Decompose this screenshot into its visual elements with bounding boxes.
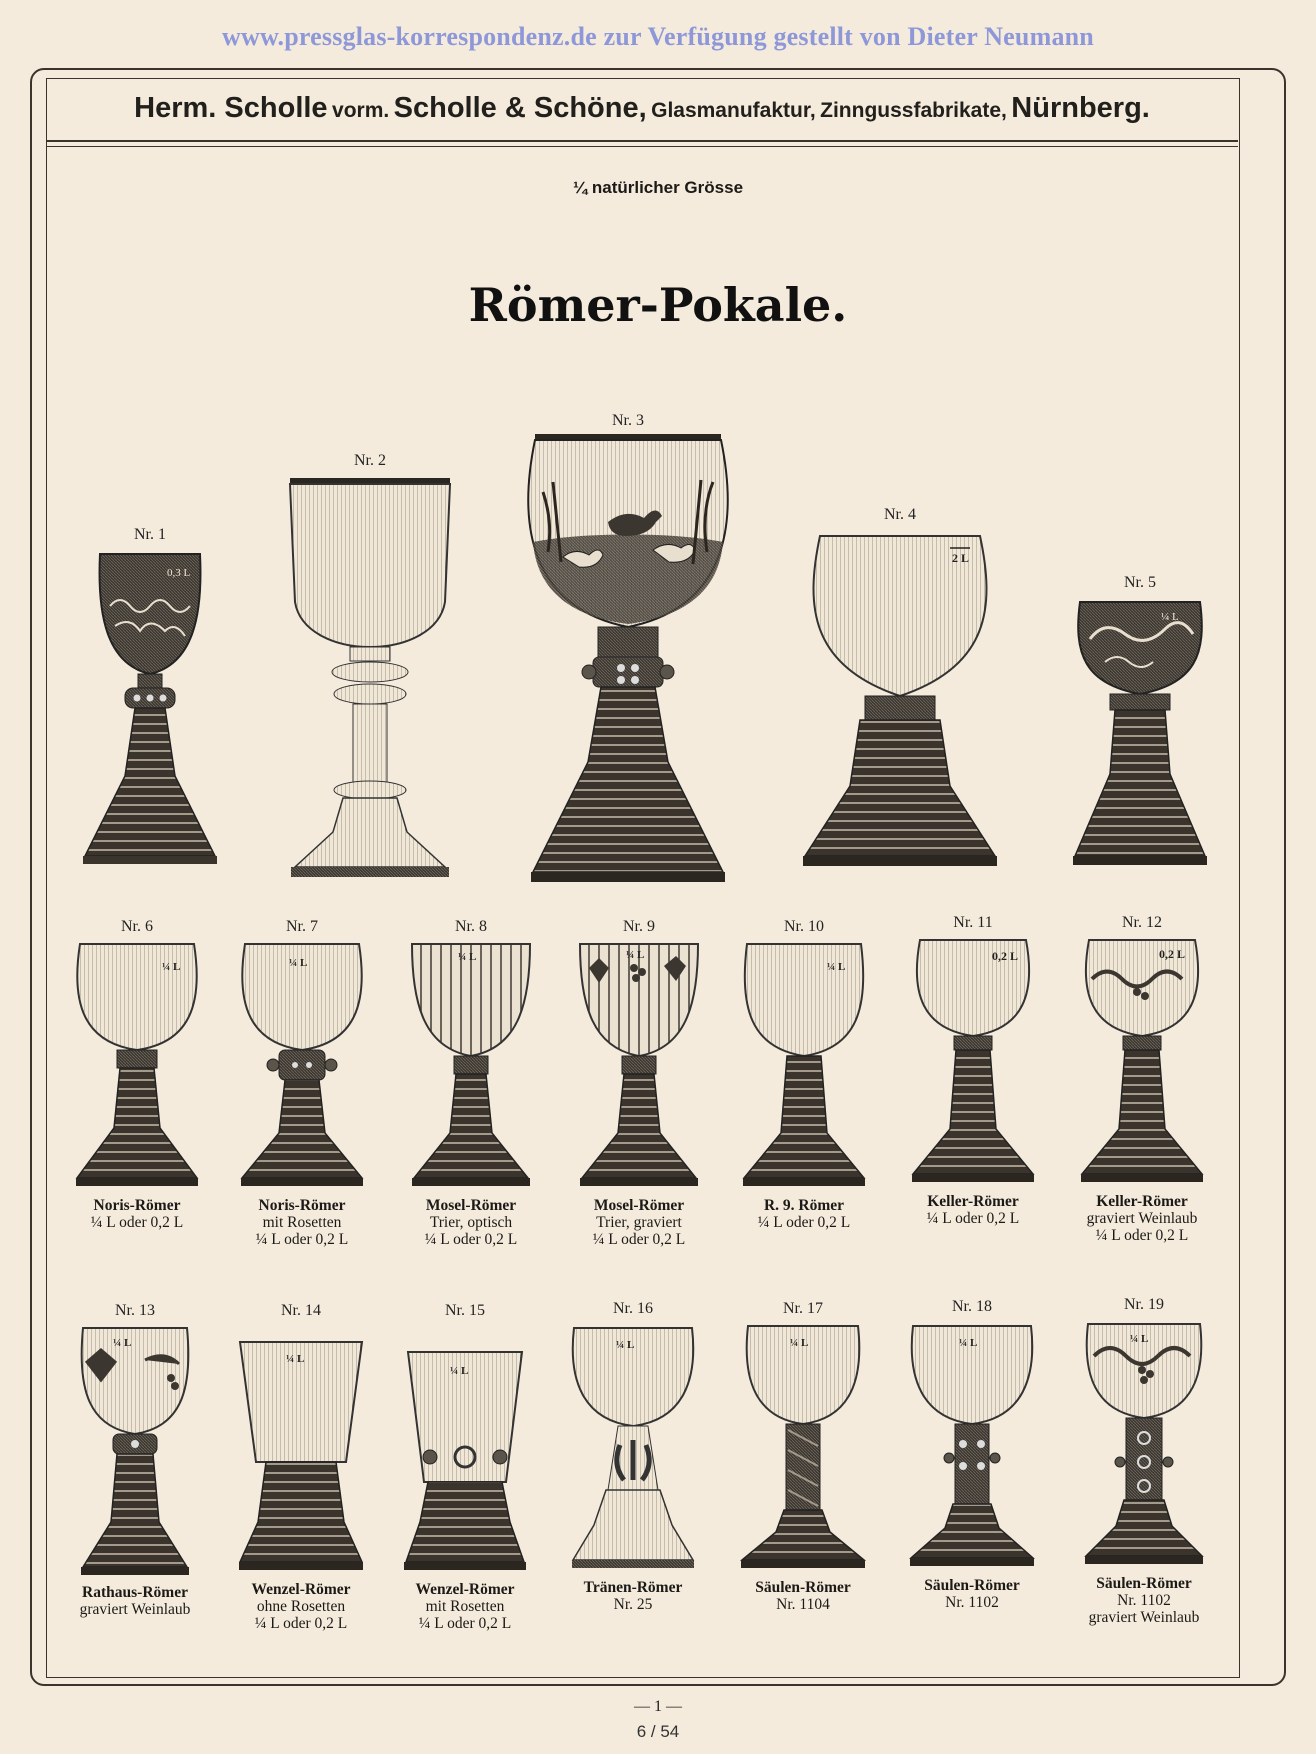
- item-number: Nr. 18: [952, 1298, 992, 1315]
- capacity-mark: ¼ L: [458, 951, 477, 963]
- capacity-mark: 0,3 L: [167, 567, 191, 579]
- item-detail: Nr. 1104: [776, 1596, 830, 1613]
- item-detail: ohne Rosetten: [256, 1598, 346, 1615]
- traenen-roemer-drawing: [568, 1320, 698, 1575]
- item-detail-2: ¼ L oder 0,2 L: [1095, 1227, 1189, 1244]
- item-number: Nr. 15: [445, 1302, 485, 1319]
- item-number: Nr. 12: [1122, 914, 1162, 931]
- item-detail: ¼ L oder 0,2 L: [90, 1214, 184, 1231]
- catalog-header: [46, 92, 1238, 125]
- header-rule-thin: [46, 146, 1238, 147]
- item-detail: Trier, graviert: [596, 1214, 682, 1231]
- item-number: Nr. 10: [784, 918, 824, 935]
- item-number: Nr. 4: [884, 506, 916, 523]
- glass-item-2: [280, 452, 460, 892]
- page-title: Römer-Pokale.: [468, 278, 848, 332]
- item-number: Nr. 7: [286, 918, 318, 935]
- glass-item-5: [1050, 574, 1230, 884]
- saeulen-roemer-1104-drawing: [738, 1320, 868, 1575]
- item-number: Nr. 13: [115, 1302, 155, 1319]
- item-name: Rathaus-Römer: [82, 1584, 188, 1601]
- item-detail: ¼ L oder 0,2 L: [926, 1210, 1020, 1227]
- firm-city: Nürnberg.: [1011, 92, 1150, 124]
- item-caption: [883, 1193, 1063, 1227]
- firm-vorm: vorm.: [332, 99, 390, 122]
- item-caption: [713, 1579, 893, 1613]
- item-number: Nr. 11: [953, 914, 993, 931]
- trade-glass: Glasmanufaktur,: [651, 99, 816, 122]
- glass-item-6: [47, 918, 227, 1231]
- item-caption: [1052, 1193, 1232, 1244]
- glass-item-11: [883, 914, 1063, 1227]
- capacity-mark: ¼ L: [286, 1353, 305, 1365]
- item-name: Säulen-Römer: [1096, 1575, 1192, 1592]
- glass-item-14: [211, 1302, 391, 1632]
- firm-name-former: Scholle & Schöne,: [393, 92, 647, 124]
- item-number: Nr. 14: [281, 1302, 321, 1319]
- item-caption: [882, 1577, 1062, 1611]
- capacity-mark: ¼ L: [626, 949, 645, 961]
- capacity-mark: ¼ L: [113, 1337, 132, 1349]
- item-name: Wenzel-Römer: [415, 1581, 515, 1598]
- item-caption: [543, 1579, 723, 1613]
- item-number: Nr. 16: [613, 1300, 653, 1317]
- item-detail: graviert Weinlaub: [1086, 1210, 1198, 1227]
- scale-note: ¼ natürlicher Grösse: [572, 178, 744, 197]
- capacity-mark: ¼ L: [616, 1339, 635, 1351]
- item-name: Wenzel-Römer: [251, 1581, 351, 1598]
- capacity-mark: 0,2 L: [1159, 947, 1186, 961]
- item-number: Nr. 5: [1124, 574, 1156, 591]
- item-name: Mosel-Römer: [593, 1197, 685, 1214]
- glass-item-1: [60, 526, 240, 876]
- roemer-glass-5-engraved: [1065, 594, 1215, 884]
- glass-item-19: [1054, 1296, 1234, 1626]
- capacity-mark: ¼ L: [162, 961, 181, 973]
- item-caption: [211, 1581, 391, 1632]
- item-caption: [549, 1197, 729, 1248]
- item-caption: [47, 1197, 227, 1231]
- item-name: Keller-Römer: [1096, 1193, 1188, 1210]
- pdf-page-indicator: 6 / 54: [636, 1722, 680, 1741]
- roemer-glass-1-drawing: [75, 546, 225, 876]
- rathaus-roemer-drawing: [75, 1322, 195, 1580]
- saeulen-roemer-1102-drawing: [907, 1318, 1037, 1573]
- item-caption: [1054, 1575, 1234, 1626]
- capacity-mark: ¼ L: [959, 1337, 978, 1349]
- item-detail-2: graviert Weinlaub: [1088, 1609, 1200, 1626]
- noris-roemer-rosetten-drawing: [237, 938, 367, 1193]
- item-detail-2: ¼ L oder 0,2 L: [254, 1615, 348, 1632]
- item-caption: [714, 1197, 894, 1231]
- item-detail: mit Rosetten: [262, 1214, 342, 1231]
- glass-item-10: [714, 918, 894, 1231]
- glass-item-9: [549, 918, 729, 1248]
- glass-item-15: [375, 1302, 555, 1632]
- glass-item-8: [381, 918, 561, 1248]
- item-number: Nr. 2: [354, 452, 386, 469]
- keller-roemer-drawing: [908, 934, 1038, 1189]
- header-rule: [46, 140, 1238, 142]
- item-name: R. 9. Römer: [763, 1197, 845, 1214]
- item-name: Mosel-Römer: [425, 1197, 517, 1214]
- item-caption: [45, 1584, 225, 1618]
- firm-name: Herm. Scholle: [134, 92, 328, 124]
- glass-item-13: [45, 1302, 225, 1618]
- mosel-roemer-graviert-drawing: [574, 938, 704, 1193]
- noris-roemer-drawing: [72, 938, 202, 1193]
- item-detail: Nr. 1102: [945, 1594, 999, 1611]
- glass-item-17: [713, 1300, 893, 1613]
- item-number: Nr. 8: [455, 918, 487, 935]
- item-detail: mit Rosetten: [425, 1598, 505, 1615]
- item-caption: [212, 1197, 392, 1248]
- glass-item-12: [1052, 914, 1232, 1244]
- item-detail: graviert Weinlaub: [79, 1601, 191, 1618]
- glass-item-18: [882, 1298, 1062, 1611]
- item-number: Nr. 19: [1124, 1296, 1164, 1313]
- item-detail: Nr. 1102: [1117, 1592, 1171, 1609]
- item-detail-2: ¼ L oder 0,2 L: [424, 1231, 518, 1248]
- roemer-glass-3-duck-engraving: [523, 432, 733, 892]
- r9-roemer-drawing: [739, 938, 869, 1193]
- page-number: — 1 —: [634, 1698, 682, 1715]
- mosel-roemer-optisch-drawing: [406, 938, 536, 1193]
- item-caption: [375, 1581, 555, 1632]
- capacity-mark: ¼ L: [289, 957, 308, 969]
- item-name: Säulen-Römer: [924, 1577, 1020, 1594]
- glass-item-7: [212, 918, 392, 1248]
- capacity-mark: ¼ L: [1161, 611, 1179, 623]
- item-detail-2: ¼ L oder 0,2 L: [255, 1231, 349, 1248]
- item-name: Noris-Römer: [258, 1197, 346, 1214]
- glass-item-16: [543, 1300, 723, 1613]
- capacity-mark: ¼ L: [790, 1337, 809, 1349]
- wenzel-roemer-mit-rosetten-drawing: [400, 1322, 530, 1577]
- item-number: Nr. 6: [121, 918, 153, 935]
- glass-item-4: [800, 506, 1000, 886]
- item-number: Nr. 17: [783, 1300, 823, 1317]
- watermark-url: www.pressglas-korrespondenz.de zur Verfügung gestellt von Dieter Neumann: [222, 22, 1094, 51]
- roemer-glass-4-drawing: [800, 526, 1000, 886]
- item-detail: Nr. 25: [613, 1596, 653, 1613]
- capacity-mark: ¼ L: [450, 1365, 469, 1377]
- item-number: Nr. 3: [612, 412, 644, 429]
- capacity-mark: 0,2 L: [992, 949, 1019, 963]
- item-number: Nr. 9: [623, 918, 655, 935]
- item-name: Keller-Römer: [927, 1193, 1019, 1210]
- capacity-mark: ¼ L: [1130, 1333, 1149, 1345]
- item-name: Tränen-Römer: [583, 1579, 683, 1596]
- item-number: Nr. 1: [134, 526, 166, 543]
- trade-pewter: Zinngussfabrikate,: [820, 99, 1007, 122]
- keller-roemer-weinlaub-drawing: [1077, 934, 1207, 1189]
- item-detail: Trier, optisch: [429, 1214, 513, 1231]
- item-name: Säulen-Römer: [755, 1579, 851, 1596]
- saeulen-roemer-1102-weinlaub-drawing: [1082, 1316, 1206, 1571]
- item-detail-2: ¼ L oder 0,2 L: [418, 1615, 512, 1632]
- item-caption: [381, 1197, 561, 1248]
- item-detail: ¼ L oder 0,2 L: [757, 1214, 851, 1231]
- item-name: Noris-Römer: [93, 1197, 181, 1214]
- item-detail-2: ¼ L oder 0,2 L: [592, 1231, 686, 1248]
- goblet-2-drawing: [285, 472, 455, 892]
- capacity-mark: ¼ L: [827, 961, 846, 973]
- glass-item-3: [518, 412, 738, 892]
- wenzel-roemer-ohne-rosetten-drawing: [236, 1322, 366, 1577]
- capacity-mark: 2 L: [952, 551, 970, 565]
